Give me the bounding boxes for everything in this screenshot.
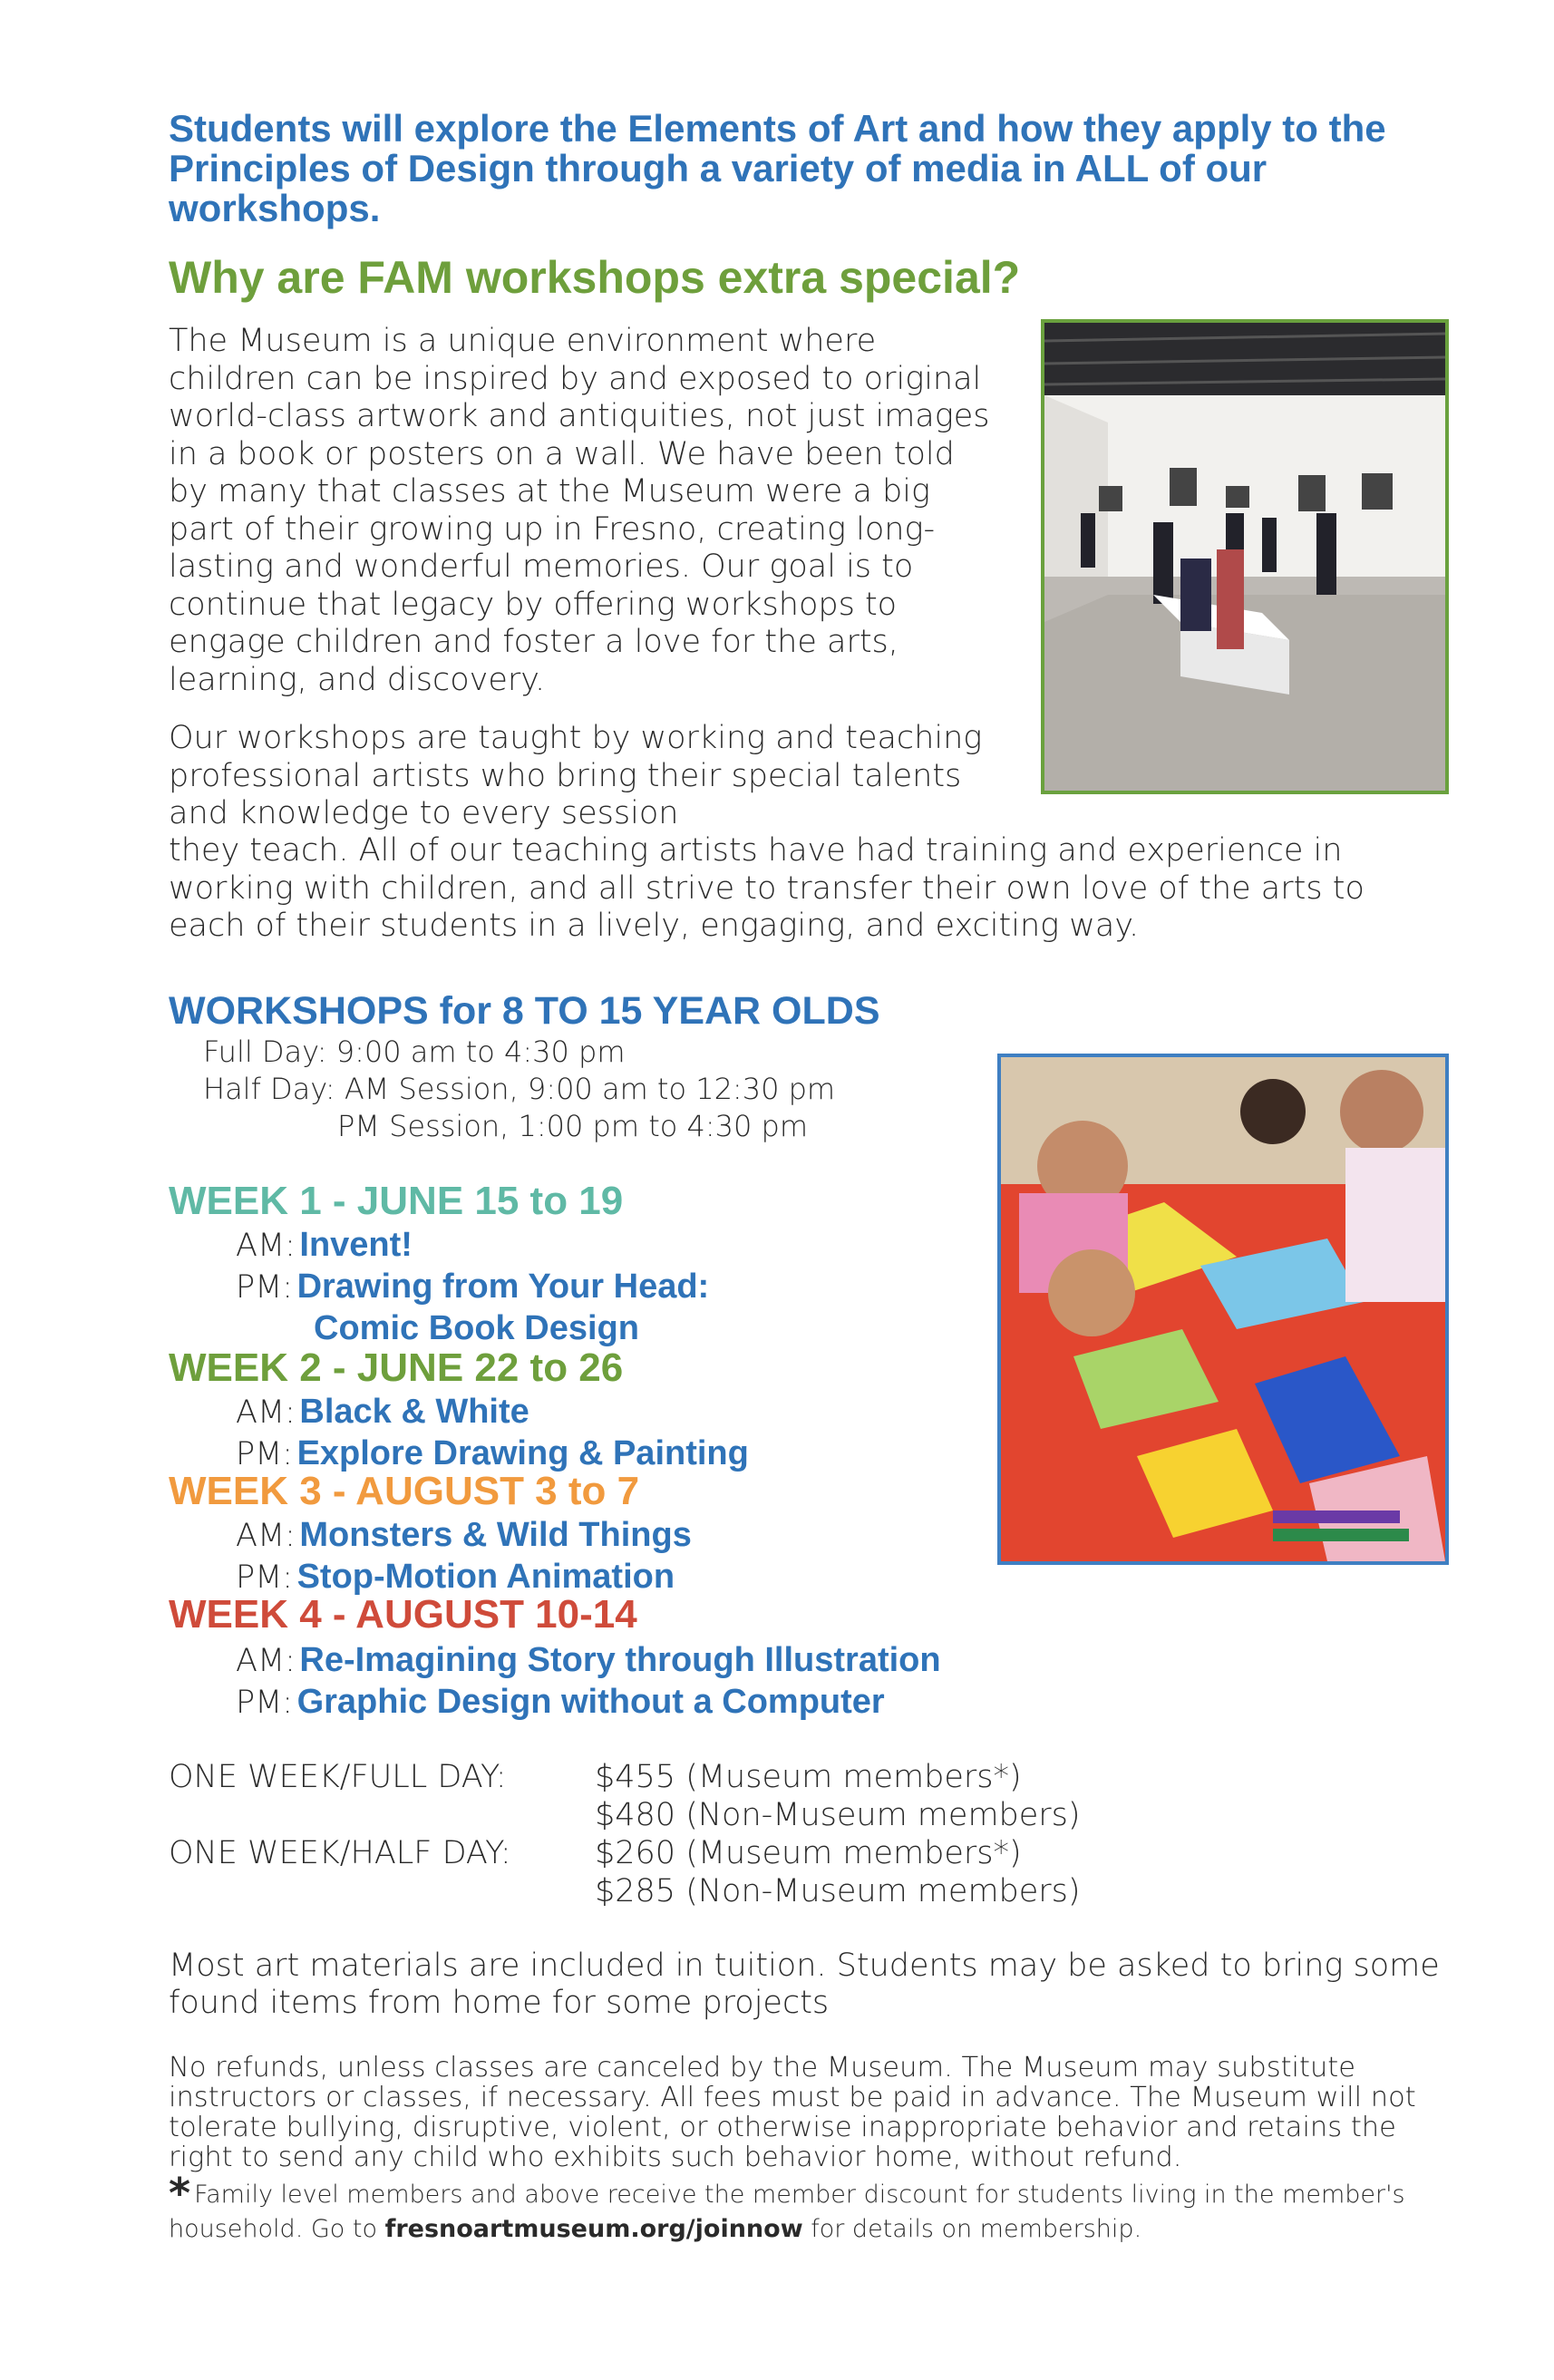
week-4-pm [236, 1681, 885, 1730]
week-1-pm-course: Drawing from Your Head: [296, 1268, 710, 1306]
pm-label: PM: [236, 1685, 294, 1721]
refund-policy: No refunds, unless classes are canceled by the Museum. The Museum may substitute instructors or classes, if necessary. All fees must be paid in advance. The Museum will not tolerate bullying, disruptive, violent, or otherwise inappropriate behavior and retains the right to send any child who exhibits such behavior home, without refund. [169, 2052, 1416, 2173]
week-4-am-course: Re-Imagining Story through Illustration [299, 1641, 941, 1679]
week-1-title: WEEK 1 - JUNE 15 to 19 [169, 1179, 624, 1223]
gallery-photo [1041, 319, 1449, 794]
gallery-illustration [1044, 323, 1445, 791]
pm-label: PM: [236, 1559, 294, 1596]
membership-footnote [169, 2169, 1456, 2247]
museum-paragraph: The Museum is a unique environment where children can be inspired by and exposed to original world-class artwork and antiquities, not just images in a book or posters on a wall. We have been told by many that classes at the Museum were a big part of their growing up in Fresno, creating long-lasting and wonderful memories. Our goal is to continue that legacy by offering workshops to engage children and foster a love for the arts, learning, and discovery. [169, 323, 990, 698]
week-3-title: WEEK 3 - AUGUST 3 to 7 [169, 1469, 640, 1513]
week-1-am-course: Invent! [299, 1226, 413, 1264]
am-label: AM: [236, 1518, 296, 1554]
pm-label: PM: [236, 1269, 294, 1306]
am-label: AM: [236, 1394, 296, 1431]
footnote-text-end: for details on membership. [802, 2215, 1142, 2243]
full-day-nonmember-price: $480 (Non-Museum members) [595, 1797, 1081, 1833]
full-day-price-label: ONE WEEK/FULL DAY: [169, 1759, 507, 1795]
week-4-pm-course: Graphic Design without a Computer [296, 1683, 885, 1721]
am-label: AM: [236, 1643, 296, 1679]
intro-heading: Students will explore the Elements of Art and how they apply to the Principles of Design through a variety of media in ALL of our workshops. [169, 107, 1386, 229]
week-1-pm-course-2: Comic Book Design [314, 1309, 639, 1347]
week-2-am-course: Black & White [299, 1393, 529, 1431]
week-3-am-course: Monsters & Wild Things [299, 1516, 692, 1554]
pm-session-hours: PM Session, 1:00 pm to 4:30 pm [337, 1109, 809, 1143]
footnote-text: Family level members and above receive the member discount for students living in the member's household. Go to [169, 2181, 1405, 2243]
materials-note: Most art materials are included in tuition. Students may be asked to bring some found items from home for some projects [169, 1948, 1440, 2021]
workshops-title: WORKSHOPS for 8 TO 15 YEAR OLDS [169, 989, 880, 1033]
artists-paragraph-end: they teach. All of our teaching artists have had training and experience in working with children, and all strive to transfer their own love of the arts to each of their students in a lively, engaging, and exciting way. [169, 832, 1365, 944]
week-2-pm-course: Explore Drawing & Painting [296, 1434, 749, 1472]
week-3-pm-course: Stop-Motion Animation [296, 1558, 675, 1596]
asterisk: * [169, 2169, 191, 2218]
half-day-member-price: $260 (Museum members*) [595, 1835, 1022, 1871]
classroom-illustration [1001, 1057, 1445, 1561]
full-day-hours: Full Day: 9:00 am to 4:30 pm [203, 1035, 626, 1069]
full-day-member-price: $455 (Museum members*) [595, 1759, 1022, 1795]
half-day-nonmember-price: $285 (Non-Museum members) [595, 1873, 1081, 1909]
artists-paragraph-start: Our workshops are taught by working and teaching professional artists who bring their special talents and knowledge to every session [169, 720, 983, 831]
classroom-photo [997, 1054, 1449, 1565]
week-4-title: WEEK 4 - AUGUST 10-14 [169, 1592, 637, 1637]
pm-label: PM: [236, 1436, 294, 1472]
half-day-hours: Half Day: AM Session, 9:00 am to 12:30 pm [203, 1072, 836, 1106]
half-day-price-label: ONE WEEK/HALF DAY: [169, 1835, 511, 1871]
join-link[interactable]: fresnoartmuseum.org/joinnow [384, 2215, 803, 2243]
am-label: AM: [236, 1228, 296, 1264]
special-heading: Why are FAM workshops extra special? [169, 252, 1021, 303]
week-2-title: WEEK 2 - JUNE 22 to 26 [169, 1345, 624, 1390]
